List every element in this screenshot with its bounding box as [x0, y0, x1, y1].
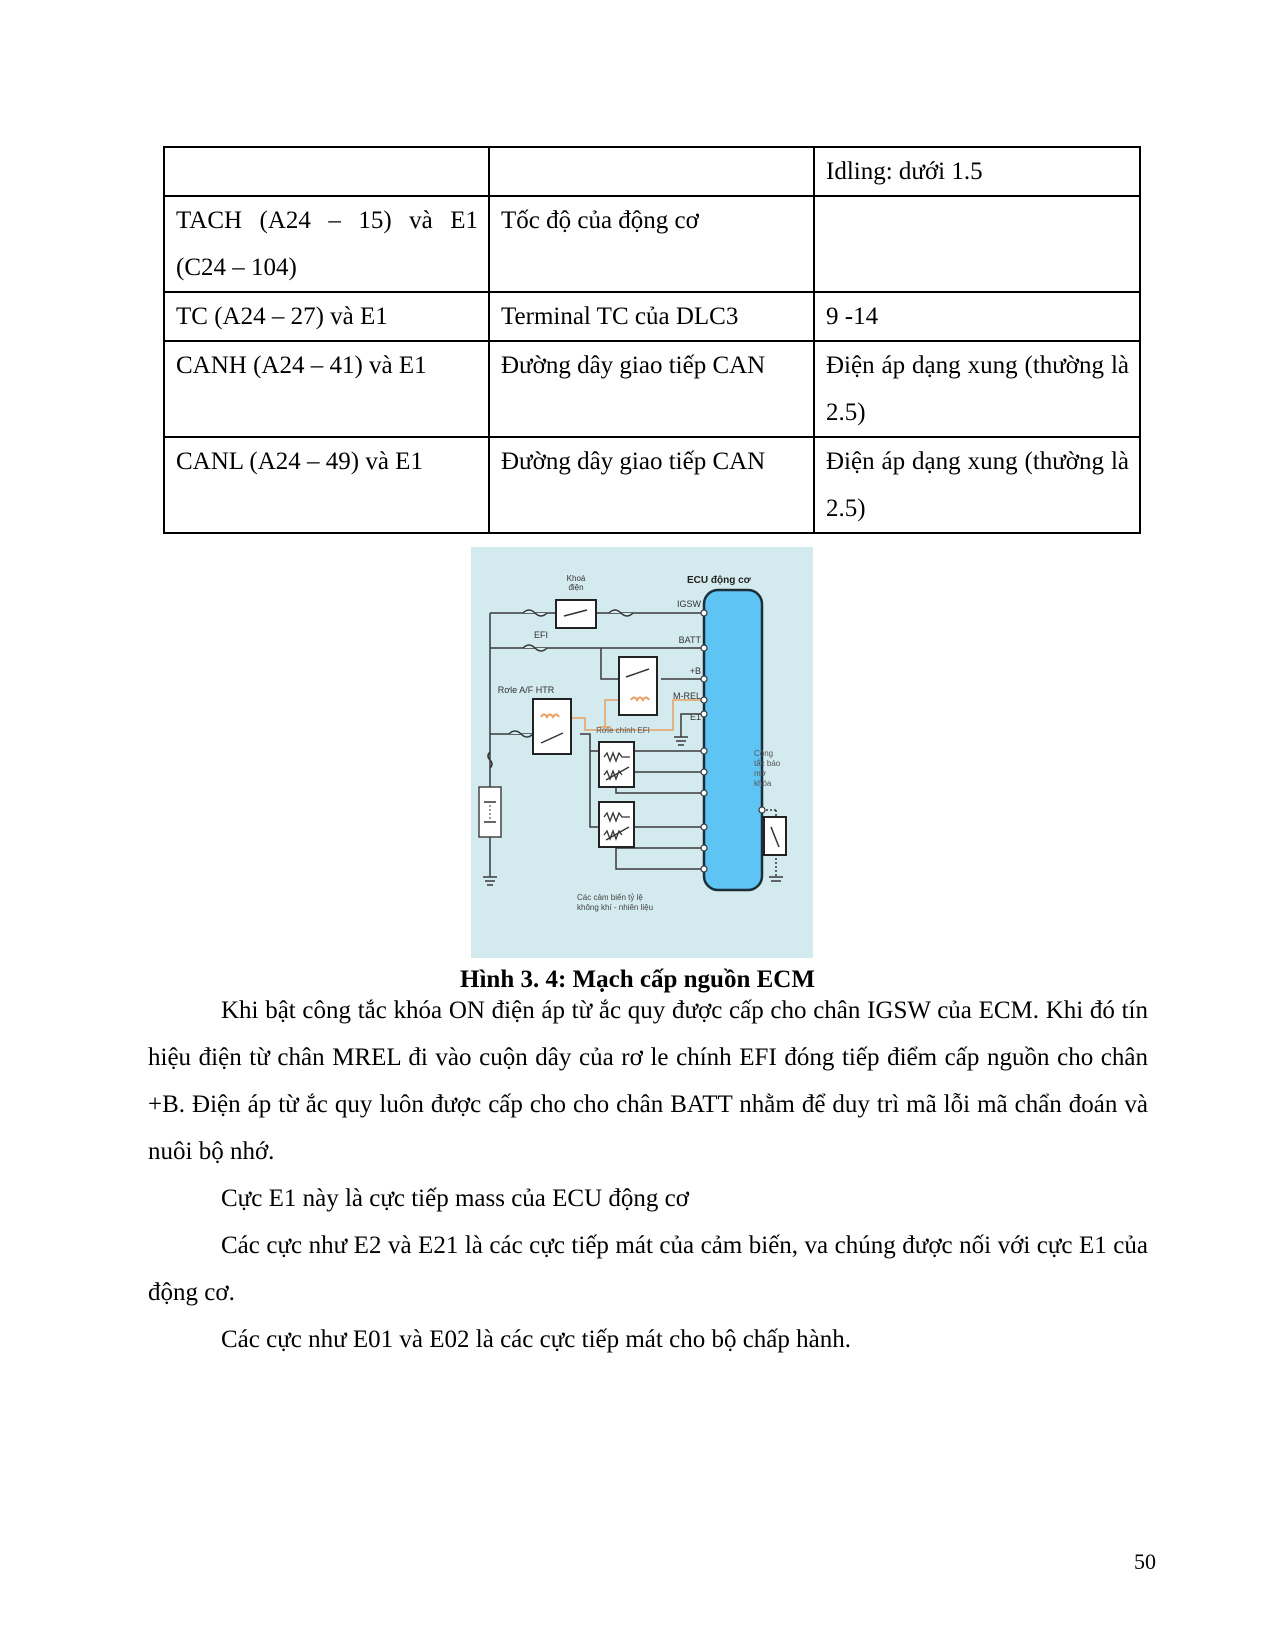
description-cell: [489, 147, 814, 196]
door-switch-label: tắc báo: [754, 759, 781, 768]
ecu-block: [704, 590, 762, 890]
terminal-cell: TC (A24 – 27) và E1: [164, 292, 489, 341]
terminal-cell: TACH (A24 – 15) và E1 (C24 – 104): [164, 196, 489, 292]
door-switch-label: khóa: [754, 779, 772, 788]
body-paragraph: Các cực như E01 và E02 là các cực tiếp mát cho bộ chấp hành.: [221, 1326, 851, 1353]
sensors-label: không khí - nhiên liệu: [577, 903, 654, 912]
table-row: [164, 196, 1140, 292]
body-paragraph: Khi bật công tắc khóa ON điện áp từ ắc quy được cấp cho chân IGSW của ECM. Khi đó tín hiệu điện từ chân MREL đi vào cuộn dây của rơ le chính EFI đóng tiếp điểm cấp nguồn cho chân +B. Điện áp từ ắc quy luôn được cấp cho cho chân BATT nhằm để duy trì mã lỗi mã chẩn đoán và nuôi bộ nhớ.: [148, 997, 1148, 1165]
description-cell: Tốc độ của động cơ: [489, 196, 814, 292]
description-cell: Terminal TC của DLC3: [489, 292, 814, 341]
value-cell: Điện áp dạng xung (thường là 2.5): [814, 437, 1140, 533]
ignition-switch: [556, 600, 596, 628]
figure-caption: Hình 3. 4: Mạch cấp nguồn ECM: [460, 966, 815, 993]
af-htr-relay: [533, 699, 571, 754]
door-switch-label: mở: [754, 769, 766, 778]
body-paragraph: Cực E1 này là cực tiếp mass của ECU động cơ: [221, 1185, 689, 1212]
af-sensor-1: [599, 742, 634, 787]
table-row: [164, 437, 1140, 533]
efi-main-relay-label: Rơle chính EFI: [596, 726, 650, 735]
terminal-cell: [164, 147, 489, 196]
pin-label-m-rel: M-REL: [672, 691, 701, 701]
table-row: [164, 292, 1140, 341]
efi-main-relay: [619, 657, 657, 715]
value-cell: [814, 196, 1140, 292]
efi-fuse-label: EFI: [533, 630, 549, 640]
terminal-spec-table: [163, 146, 1141, 534]
door-switch-label: Công: [754, 749, 774, 758]
value-cell: Điện áp dạng xung (thường là 2.5): [814, 341, 1140, 437]
description-cell: Đường dây giao tiếp CAN: [489, 437, 814, 533]
af-htr-relay-label: Rơle A/F HTR: [497, 685, 555, 695]
description-cell: Đường dây giao tiếp CAN: [489, 341, 814, 437]
ignition-switch-label: điện: [568, 583, 584, 592]
terminal-cell: CANL (A24 – 49) và E1: [164, 437, 489, 533]
table-row: [164, 341, 1140, 437]
ecu-label: ECU động cơ: [687, 575, 751, 586]
ignition-switch-label: Khoá: [566, 574, 586, 583]
pin-label-igsw: IGSW: [677, 599, 701, 609]
value-cell: 9 -14: [814, 292, 1140, 341]
value-cell: Idling: dưới 1.5: [814, 147, 1140, 196]
af-sensor-2: [599, 802, 634, 847]
pin-label-plus-b: +B: [689, 666, 701, 676]
body-paragraph: Các cực như E2 và E21 là các cực tiếp mát của cảm biến, va chúng được nối với cực E1 của động cơ.: [148, 1232, 1148, 1306]
pin-label-batt: BATT: [678, 635, 701, 645]
page-number: 50: [1134, 1549, 1156, 1574]
pin-label-e1: E1: [689, 712, 701, 722]
terminal-cell: CANH (A24 – 41) và E1: [164, 341, 489, 437]
battery: [479, 787, 501, 837]
sensors-label: Các cảm biến tỷ lệ: [577, 893, 643, 902]
table-row: [164, 147, 1140, 196]
ecm-power-circuit-diagram: [471, 547, 813, 958]
